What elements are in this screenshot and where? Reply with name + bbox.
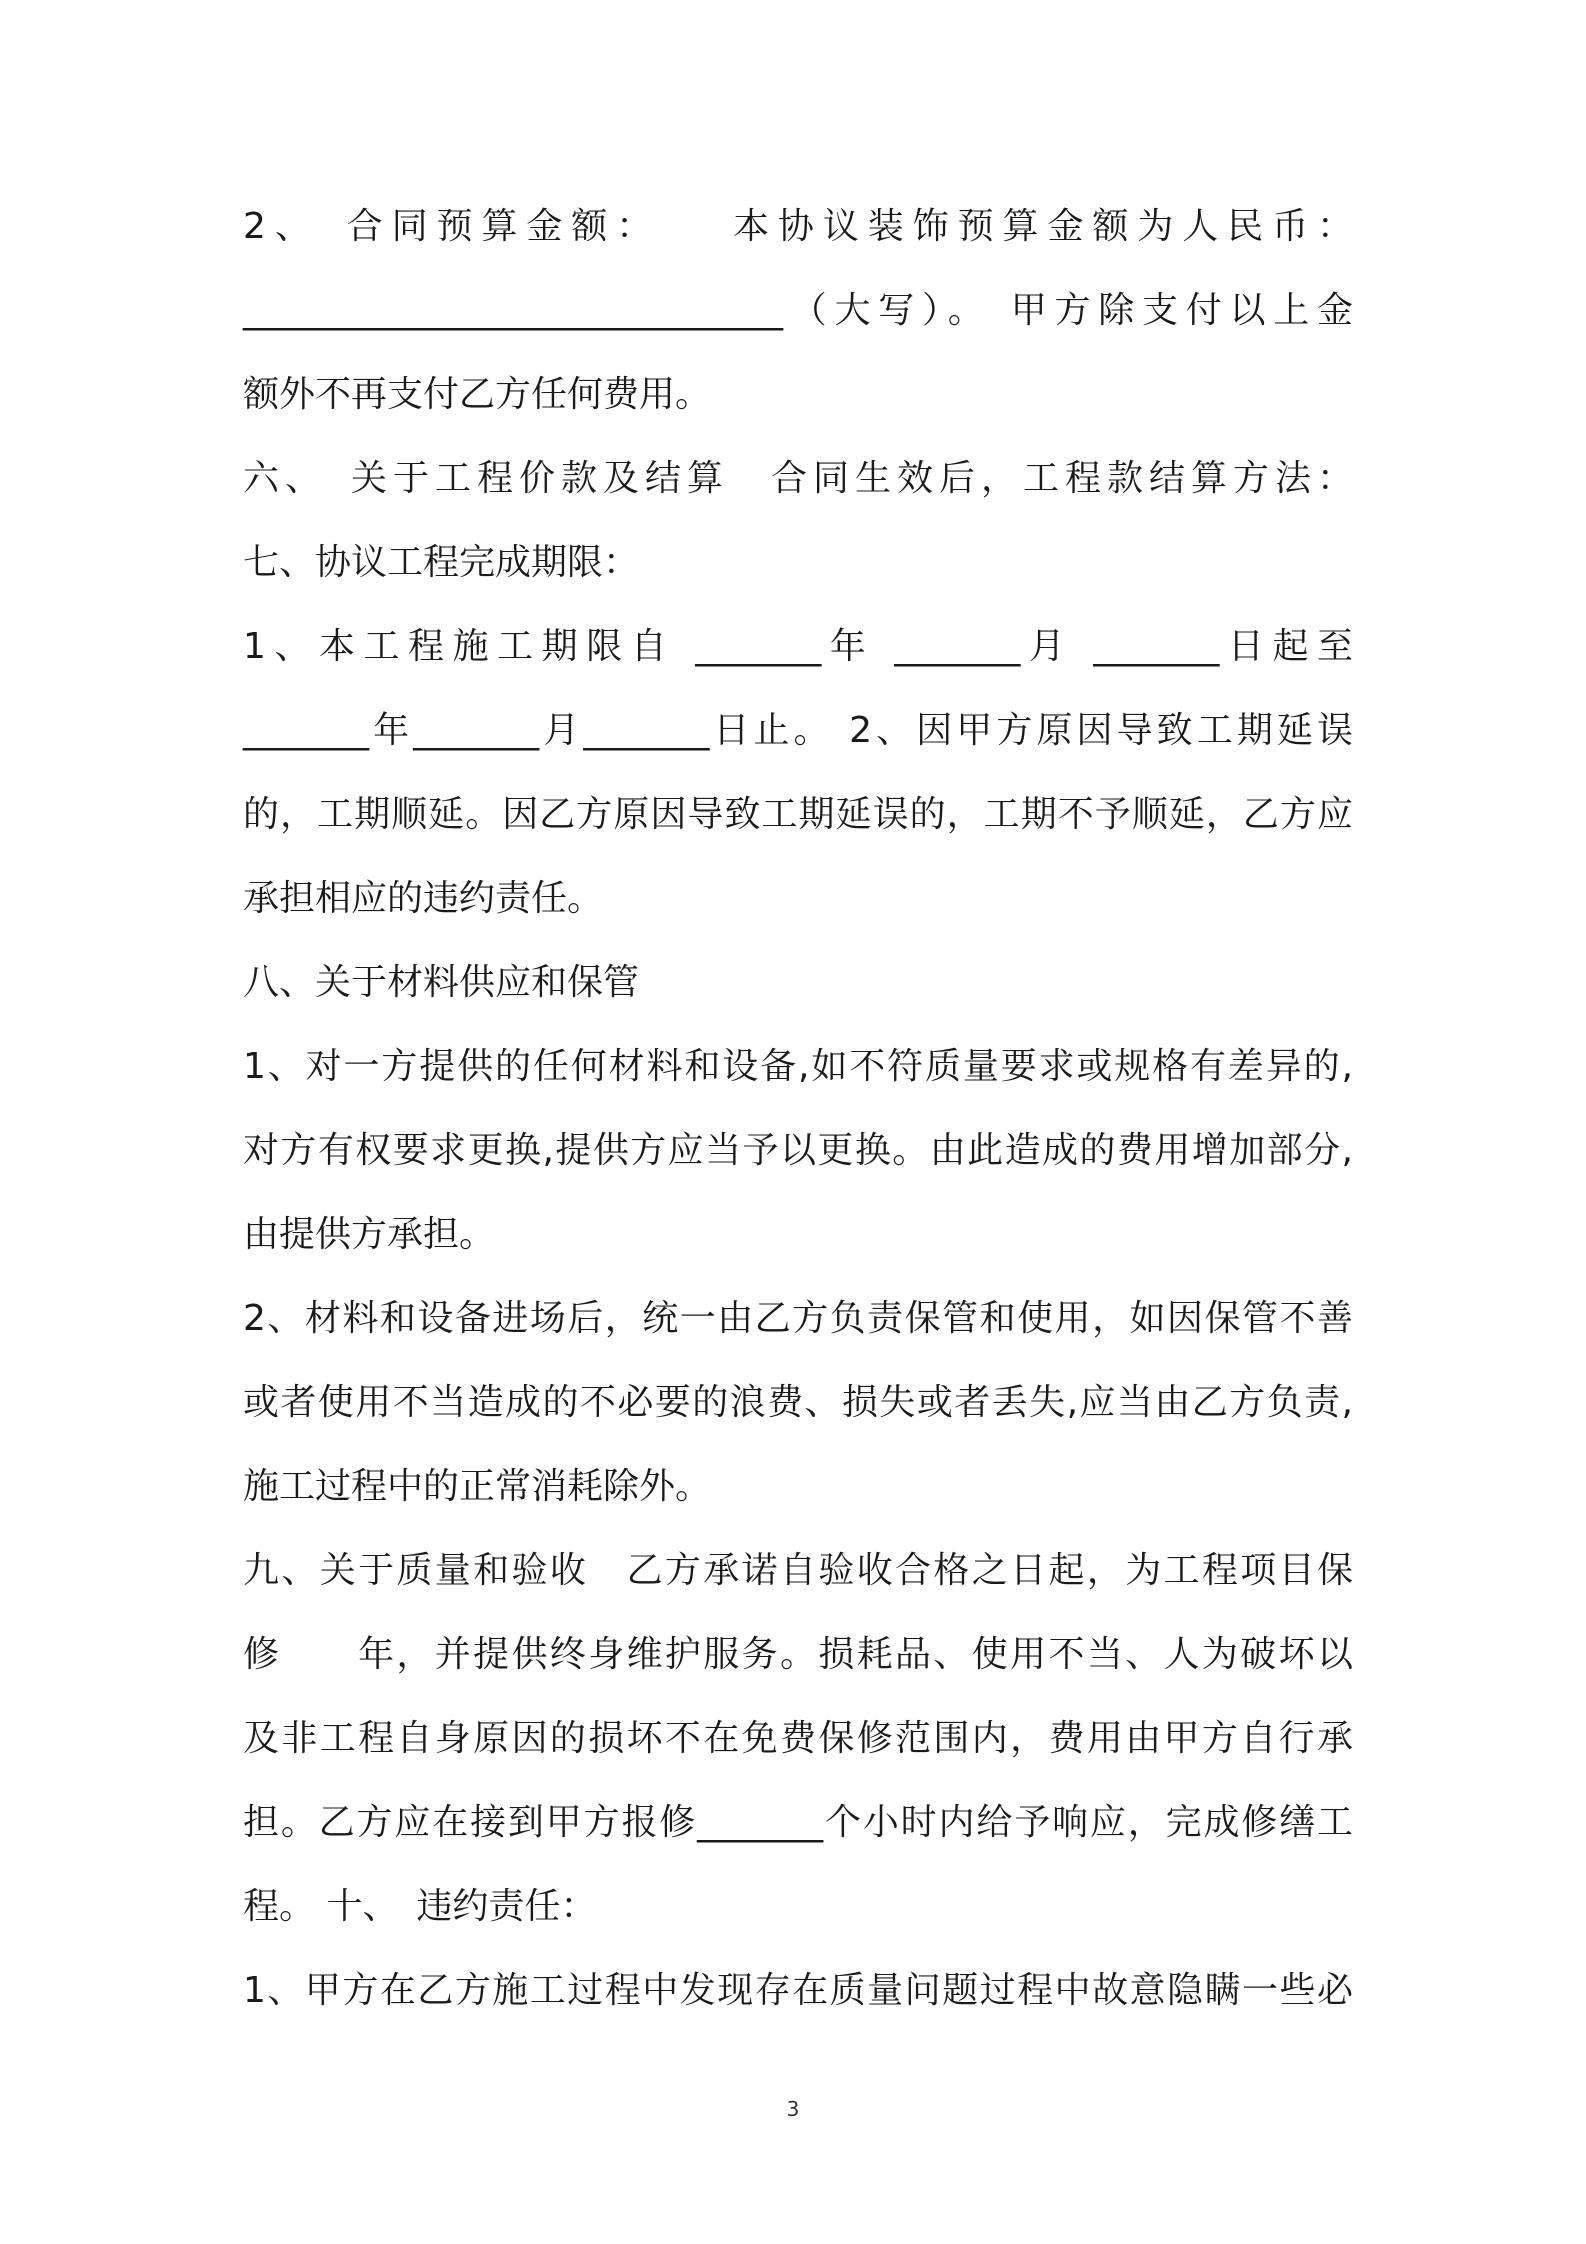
text-line-19: 及非工程自身原因的损坏不在免费保修范围内，费用由甲方自行承 — [243, 1718, 1353, 1759]
text-line-7: _______年_______月_______日止。 2、因甲方原因导致工期延误 — [243, 710, 1353, 751]
text-line-20: 担。乙方应在接到甲方报修_______个小时内给予响应，完成修缮工 — [243, 1802, 1353, 1843]
text-line-4: 六、 关于工程价款及结算 合同生效后，工程款结算方法： — [243, 458, 1353, 499]
text-line-16: 施工过程中的正常消耗除外。 — [243, 1466, 712, 1507]
text-line-22: 1、甲方在乙方施工过程中发现存在质量问题过程中故意隐瞒一些必 — [243, 1970, 1353, 2011]
text-line-11: 1、对一方提供的任何材料和设备,如不符质量要求或规格有差异的, — [243, 1046, 1353, 1087]
text-line-1: 2、 合同预算金额： 本协议装饰预算金额为人民币： — [243, 206, 1353, 247]
text-line-10: 八、关于材料供应和保管 — [243, 962, 640, 1003]
text-line-12: 对方有权要求更换,提供方应当予以更换。由此造成的费用增加部分, — [243, 1130, 1353, 1171]
text-line-15: 或者使用不当造成的不必要的浪费、损失或者丢失,应当由乙方负责, — [243, 1382, 1353, 1423]
page-number: 3 — [786, 2097, 800, 2121]
text-line-6: 1、本工程施工期限自 _______年 _______月 _______日起至 — [243, 626, 1353, 667]
text-line-21: 程。 十、 违约责任： — [243, 1886, 597, 1927]
text-line-5: 七、协议工程完成期限： — [243, 542, 640, 583]
text-line-9: 承担相应的违约责任。 — [243, 878, 604, 919]
text-line-18: 修 年，并提供终身维护服务。损耗品、使用不当、人为破坏以 — [243, 1634, 1353, 1675]
text-line-13: 由提供方承担。 — [243, 1214, 496, 1255]
text-line-2: ______________________________（大写）。 甲方除支付以上金 — [243, 290, 1353, 331]
text-line-14: 2、材料和设备进场后，统一由乙方负责保管和使用，如因保管不善 — [243, 1298, 1353, 1339]
text-line-3: 额外不再支付乙方任何费用。 — [243, 374, 712, 415]
text-line-8: 的，工期顺延。因乙方原因导致工期延误的，工期不予顺延，乙方应 — [243, 794, 1353, 835]
text-line-17: 九、关于质量和验收 乙方承诺自验收合格之日起，为工程项目保 — [243, 1550, 1353, 1591]
